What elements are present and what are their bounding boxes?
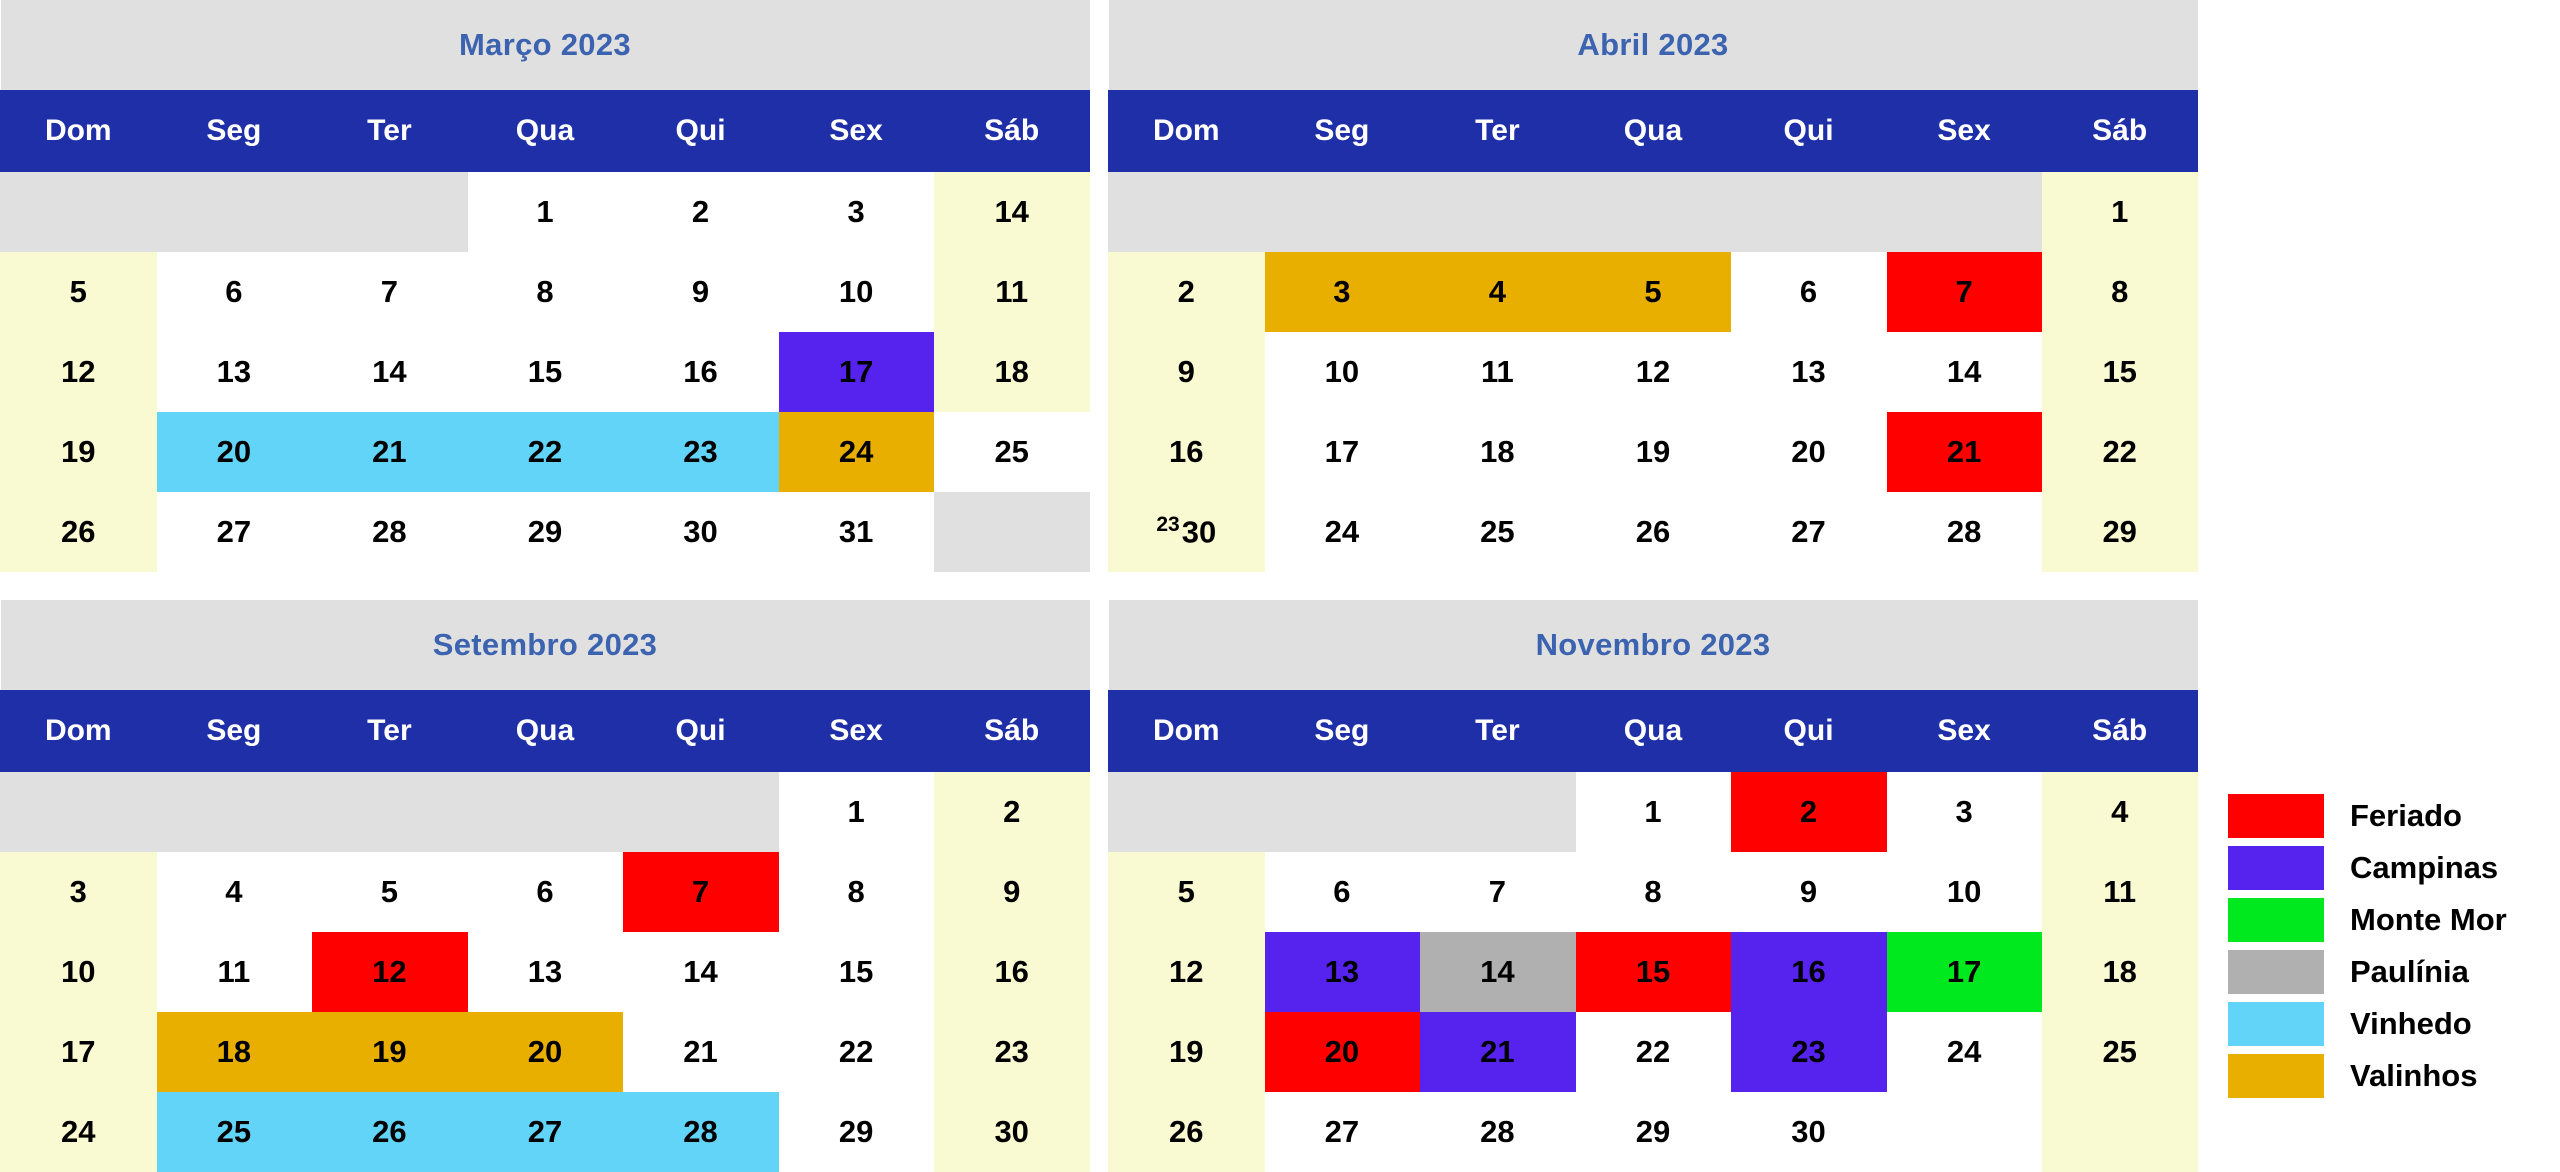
calendar-day-cell[interactable]: 6: [156, 252, 312, 332]
calendar-week-row: [1, 852, 1090, 932]
calendar-week-row: [1109, 852, 2198, 932]
calendar-day-cell[interactable]: 3: [1, 852, 157, 932]
weekday-header-5: Sex: [778, 691, 934, 772]
calendar-cell-empty: [1, 772, 157, 852]
calendar-day-cell[interactable]: 12: [1575, 332, 1731, 412]
calendar-day-cell[interactable]: 11: [934, 252, 1090, 332]
calendar-week-row: [1, 412, 1090, 492]
calendar-day-cell[interactable]: 13: [467, 932, 623, 1012]
weekday-header-5: Sex: [1886, 91, 2042, 172]
calendar-week-row: [1109, 332, 2198, 412]
calendar-day-cell[interactable]: 20: [467, 1012, 623, 1092]
calendar-cell-empty: [312, 172, 468, 252]
legend-item: [2228, 894, 2558, 946]
calendar-day-cell[interactable]: 4: [2042, 772, 2198, 852]
weekday-header-5: Sex: [778, 91, 934, 172]
calendar-day-cell[interactable]: 12: [1109, 932, 1265, 1012]
calendar-day-cell[interactable]: 29: [778, 1092, 934, 1172]
weekday-header-0: Dom: [1, 691, 157, 772]
calendar-week-row: [1109, 492, 2198, 572]
calendar-day-cell[interactable]: 9: [623, 252, 779, 332]
calendar-cell-empty: [1420, 172, 1576, 252]
calendar-week-row: [1109, 252, 2198, 332]
weekday-header-3: Qua: [467, 91, 623, 172]
calendar-cell-empty: [1109, 772, 1265, 852]
calendar-day-cell[interactable]: 5: [1, 252, 157, 332]
legend: [2228, 790, 2558, 1102]
calendar-day-cell[interactable]: 10: [1, 932, 157, 1012]
calendar-day-cell[interactable]: 11: [1420, 332, 1576, 412]
calendar-day-cell[interactable]: 21: [312, 412, 468, 492]
calendar-day-cell[interactable]: 16: [1731, 932, 1887, 1012]
calendar-day-cell[interactable]: 20: [156, 412, 312, 492]
calendar-cell-empty: [312, 772, 468, 852]
weekday-header-3: Qua: [1575, 691, 1731, 772]
calendar-day-cell[interactable]: 20: [1731, 412, 1887, 492]
calendar-day-cell[interactable]: 23: [934, 1012, 1090, 1092]
calendar-day-cell[interactable]: 11: [156, 932, 312, 1012]
calendar-day-cell[interactable]: 1: [467, 172, 623, 252]
calendar-day-cell[interactable]: 9: [1109, 332, 1265, 412]
calendar-day-cell[interactable]: 9: [934, 852, 1090, 932]
calendar-day-cell[interactable]: 15: [778, 932, 934, 1012]
calendar-day-cell[interactable]: 19: [1575, 412, 1731, 492]
calendar-day-cell[interactable]: 3: [1886, 772, 2042, 852]
calendar-day-cell[interactable]: 2: [934, 772, 1090, 852]
calendar-day-cell[interactable]: 24: [1886, 1012, 2042, 1092]
weekday-header-row: [1109, 691, 2198, 772]
weekday-header-1: Seg: [1264, 691, 1420, 772]
calendar-title-row: [1, 600, 1090, 691]
calendar-day-cell[interactable]: 18: [2042, 932, 2198, 1012]
calendar-day-cell[interactable]: 19: [1109, 1012, 1265, 1092]
calendar-day-cell[interactable]: 27: [1264, 1092, 1420, 1172]
calendar-day-cell[interactable]: 28: [623, 1092, 779, 1172]
weekday-header-1: Seg: [156, 691, 312, 772]
legend-label: Feriado: [2350, 798, 2462, 833]
calendar-day-cell[interactable]: 10: [1264, 332, 1420, 412]
calendar-day-cell[interactable]: 24: [778, 412, 934, 492]
calendar-day-cell[interactable]: 5: [1575, 252, 1731, 332]
calendar-day-cell[interactable]: 19: [312, 1012, 468, 1092]
legend-item: [2228, 842, 2558, 894]
calendar-day-cell[interactable]: 24: [1264, 492, 1420, 572]
weekday-header-4: Qui: [1731, 91, 1887, 172]
weekday-header-3: Qua: [1575, 91, 1731, 172]
calendar-day-cell[interactable]: 4: [156, 852, 312, 932]
calendar-day-cell[interactable]: 26: [312, 1092, 468, 1172]
calendar-day-cell[interactable]: 30: [623, 492, 779, 572]
calendar-title-row: [1109, 600, 2198, 691]
calendar-day-cell[interactable]: 31: [778, 492, 934, 572]
calendar-day-cell[interactable]: 1: [778, 772, 934, 852]
calendar-week-row: [1, 332, 1090, 412]
calendar-day-cell[interactable]: 17: [1264, 412, 1420, 492]
calendar-day-cell[interactable]: 22: [1575, 1012, 1731, 1092]
calendar-day-cell[interactable]: 29: [467, 492, 623, 572]
legend-color-swatch: [2228, 950, 2324, 994]
calendar-day-cell[interactable]: 16: [934, 932, 1090, 1012]
calendar-day-cell[interactable]: 6: [467, 852, 623, 932]
calendar-day-cell[interactable]: 5: [312, 852, 468, 932]
calendar-day-cell[interactable]: 6: [1731, 252, 1887, 332]
calendar-day-cell[interactable]: 15: [1575, 932, 1731, 1012]
calendar-day-cell[interactable]: 8: [467, 252, 623, 332]
weekday-header-1: Seg: [156, 91, 312, 172]
weekday-header-row: [1, 91, 1090, 172]
calendar-day-cell[interactable]: 14: [1420, 932, 1576, 1012]
calendar-title-row: [1109, 0, 2198, 91]
calendar-week-row: [1109, 932, 2198, 1012]
calendar-day-cell[interactable]: 26: [1, 492, 157, 572]
weekday-header-row: [1, 691, 1090, 772]
calendar-day-cell[interactable]: 2: [623, 172, 779, 252]
calendar-day-cell[interactable]: 27: [156, 492, 312, 572]
calendar-day-cell[interactable]: 28: [1420, 1092, 1576, 1172]
weekday-header-2: Ter: [1420, 91, 1576, 172]
calendar-day-cell[interactable]: 16: [1109, 412, 1265, 492]
calendar-title: Março 2023: [1, 0, 1090, 91]
calendar-day-cell[interactable]: 4: [1420, 252, 1576, 332]
calendar-cell-empty: [1109, 172, 1265, 252]
calendar-day-cell[interactable]: 19: [1, 412, 157, 492]
calendar-title: Novembro 2023: [1109, 600, 2198, 691]
calendar-day-cell[interactable]: 13: [1731, 332, 1887, 412]
legend-label: Paulínia: [2350, 954, 2469, 989]
calendar-day-cell[interactable]: 12: [312, 932, 468, 1012]
weekday-header-4: Qui: [623, 691, 779, 772]
calendar-week-row: [1, 492, 1090, 572]
weekday-header-2: Ter: [312, 91, 468, 172]
weekday-header-5: Sex: [1886, 691, 2042, 772]
calendar-day-cell[interactable]: 7: [623, 852, 779, 932]
calendar-cell-empty: [1731, 172, 1887, 252]
calendar-cell-empty: [1, 172, 157, 252]
calendar-week-row: [1109, 412, 2198, 492]
calendar-cell-empty: [934, 492, 1090, 572]
calendar-day-cell[interactable]: 21: [1886, 412, 2042, 492]
calendar-day-cell[interactable]: 2: [1731, 772, 1887, 852]
calendar-day-cell[interactable]: 7: [312, 252, 468, 332]
calendar-day-cell[interactable]: 9: [1731, 852, 1887, 932]
calendar-day-cell[interactable]: 1: [2042, 172, 2198, 252]
legend-label: Campinas: [2350, 850, 2499, 885]
weekday-header-0: Dom: [1, 91, 157, 172]
calendar-day-cell[interactable]: 29: [2042, 492, 2198, 572]
weekday-header-0: Dom: [1109, 691, 1265, 772]
calendar-day-cell[interactable]: [1886, 1092, 2042, 1172]
calendar-day-cell[interactable]: 25: [934, 412, 1090, 492]
calendar-day-cell[interactable]: 20: [1264, 1012, 1420, 1092]
calendar-day-cell[interactable]: 8: [778, 852, 934, 932]
calendar-abril: [1108, 0, 2198, 572]
weekday-header-6: Sáb: [934, 91, 1090, 172]
legend-label: Monte Mor: [2350, 902, 2507, 937]
calendar-day-cell[interactable]: 11: [2042, 852, 2198, 932]
weekday-header-3: Qua: [467, 691, 623, 772]
calendar-day-cell[interactable]: 2: [1109, 252, 1265, 332]
legend-item: [2228, 946, 2558, 998]
calendar-day-cell[interactable]: 17: [1, 1012, 157, 1092]
calendar-day-cell[interactable]: 23: [623, 412, 779, 492]
legend-label: Valinhos: [2350, 1058, 2478, 1093]
calendar-day-primary: 30: [1181, 514, 1217, 550]
calendar-cell-empty: [467, 772, 623, 852]
calendar-day-cell[interactable]: 30: [1731, 1092, 1887, 1172]
calendar-day-cell[interactable]: 24: [1, 1092, 157, 1172]
legend-color-swatch: [2228, 1002, 2324, 1046]
calendar-day-cell[interactable]: 30: [934, 1092, 1090, 1172]
calendar-marco: [0, 0, 1090, 572]
calendar-week-row: [1, 772, 1090, 852]
calendar-week-row: [1, 1092, 1090, 1172]
weekday-header-2: Ter: [312, 691, 468, 772]
calendar-week-row: [1109, 772, 2198, 852]
calendar-day-cell[interactable]: 10: [778, 252, 934, 332]
legend-color-swatch: [2228, 846, 2324, 890]
calendar-day-cell[interactable]: 8: [1575, 852, 1731, 932]
calendar-day-cell[interactable]: 26: [1109, 1092, 1265, 1172]
calendar-day-cell[interactable]: 7: [1420, 852, 1576, 932]
legend-item: [2228, 790, 2558, 842]
calendar-title: Abril 2023: [1109, 0, 2198, 91]
calendar-day-cell[interactable]: [2042, 1092, 2198, 1172]
calendar-day-cell[interactable]: 28: [312, 492, 468, 572]
calendar-day-cell[interactable]: 14: [934, 172, 1090, 252]
legend-item: [2228, 1050, 2558, 1102]
legend-color-swatch: [2228, 898, 2324, 942]
calendar-day-cell[interactable]: 15: [2042, 332, 2198, 412]
legend-color-swatch: [2228, 1054, 2324, 1098]
calendar-day-cell[interactable]: 25: [1420, 492, 1576, 572]
calendar-day-cell[interactable]: 17: [778, 332, 934, 412]
weekday-header-6: Sáb: [2042, 691, 2198, 772]
legend-label: Vinhedo: [2350, 1006, 2472, 1041]
legend-item: [2228, 998, 2558, 1050]
calendar-day-cell[interactable]: 10: [1886, 852, 2042, 932]
calendar-week-row: [1, 252, 1090, 332]
calendar-day-cell[interactable]: 21: [623, 1012, 779, 1092]
calendar-day-cell[interactable]: 12: [1, 332, 157, 412]
calendar-day-cell[interactable]: 28: [1886, 492, 2042, 572]
calendar-day-cell[interactable]: 15: [467, 332, 623, 412]
weekday-header-6: Sáb: [934, 691, 1090, 772]
calendar-week-row: [1109, 1092, 2198, 1172]
calendar-cell-empty: [1264, 772, 1420, 852]
calendar-day-cell[interactable]: [1109, 492, 1265, 572]
calendar-week-row: [1, 172, 1090, 252]
calendar-day-secondary: 23: [1156, 512, 1180, 536]
calendar-day-cell[interactable]: 3: [1264, 252, 1420, 332]
calendar-cell-empty: [1886, 172, 2042, 252]
calendar-day-cell[interactable]: 22: [467, 412, 623, 492]
weekday-header-1: Seg: [1264, 91, 1420, 172]
calendar-day-cell[interactable]: 25: [156, 1092, 312, 1172]
calendar-day-cell[interactable]: 1: [1575, 772, 1731, 852]
calendar-setembro: [0, 600, 1090, 1172]
calendar-day-cell[interactable]: 6: [1264, 852, 1420, 932]
calendar-day-cell[interactable]: 7: [1886, 252, 2042, 332]
calendar-day-cell[interactable]: 14: [623, 932, 779, 1012]
calendar-day-cell[interactable]: 27: [467, 1092, 623, 1172]
calendar-cell-empty: [156, 172, 312, 252]
calendar-title-row: [1, 0, 1090, 91]
calendar-day-cell[interactable]: 13: [1264, 932, 1420, 1012]
calendar-day-cell[interactable]: 18: [934, 332, 1090, 412]
calendar-day-cell[interactable]: 14: [1886, 332, 2042, 412]
calendar-day-cell[interactable]: 8: [2042, 252, 2198, 332]
calendar-day-cell[interactable]: 26: [1575, 492, 1731, 572]
calendar-day-cell[interactable]: 5: [1109, 852, 1265, 932]
calendar-cell-empty: [623, 772, 779, 852]
weekday-header-4: Qui: [623, 91, 779, 172]
calendar-day-cell[interactable]: 21: [1420, 1012, 1576, 1092]
calendar-day-cell[interactable]: 29: [1575, 1092, 1731, 1172]
calendar-title: Setembro 2023: [1, 600, 1090, 691]
calendar-cell-empty: [156, 772, 312, 852]
calendar-day-cell[interactable]: 16: [623, 332, 779, 412]
calendar-week-row: [1, 932, 1090, 1012]
calendar-week-row: [1109, 172, 2198, 252]
calendar-week-row: [1, 1012, 1090, 1092]
weekday-header-row: [1109, 91, 2198, 172]
calendar-cell-empty: [1420, 772, 1576, 852]
calendar-cell-empty: [1264, 172, 1420, 252]
calendar-day-cell[interactable]: 23: [1731, 1012, 1887, 1092]
calendar-day-cell[interactable]: 13: [156, 332, 312, 412]
calendar-day-cell[interactable]: 14: [312, 332, 468, 412]
calendar-week-row: [1109, 1012, 2198, 1092]
weekday-header-4: Qui: [1731, 691, 1887, 772]
calendar-day-cell[interactable]: 27: [1731, 492, 1887, 572]
calendar-novembro: [1108, 600, 2198, 1172]
calendar-day-cell[interactable]: 3: [778, 172, 934, 252]
weekday-header-2: Ter: [1420, 691, 1576, 772]
calendar-day-cell[interactable]: 25: [2042, 1012, 2198, 1092]
calendar-cell-empty: [1575, 172, 1731, 252]
legend-color-swatch: [2228, 794, 2324, 838]
calendar-day-cell[interactable]: 22: [778, 1012, 934, 1092]
calendar-day-cell[interactable]: 18: [1420, 412, 1576, 492]
calendar-day-cell[interactable]: 22: [2042, 412, 2198, 492]
calendar-day-cell[interactable]: 18: [156, 1012, 312, 1092]
weekday-header-0: Dom: [1109, 91, 1265, 172]
calendar-day-cell[interactable]: 17: [1886, 932, 2042, 1012]
weekday-header-6: Sáb: [2042, 91, 2198, 172]
